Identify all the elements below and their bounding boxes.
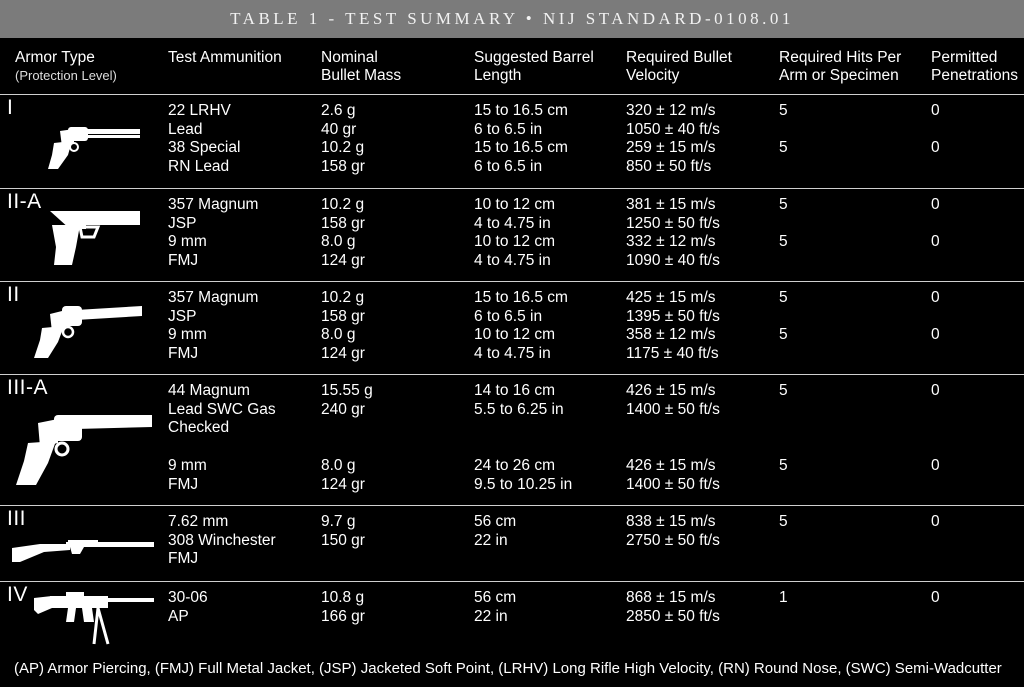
cell-text: 0 (931, 233, 940, 251)
cell-text: 158 gr (321, 214, 365, 232)
cell-text: 358 ± 12 m/s (626, 326, 716, 344)
table-row-level-ii (0, 281, 1024, 374)
protection-level: III-A (7, 376, 49, 399)
cell-text: 4 to 4.75 in (474, 345, 551, 363)
header-pen-line1: Permitted (931, 49, 998, 66)
spacer (321, 419, 373, 456)
velocity-cell (626, 289, 720, 364)
ammo-cell (168, 513, 276, 569)
cell-text: 259 ± 15 m/s (626, 139, 716, 157)
cell-text: 6 to 6.5 in (474, 158, 543, 176)
cell-text: 5 (779, 196, 788, 213)
penetrations-cell (931, 382, 940, 476)
cell-text: 240 gr (321, 400, 365, 418)
barrel-cell (474, 102, 568, 177)
cell-text: 1395 ± 50 ft/s (626, 307, 720, 325)
barrel-cell (474, 289, 568, 364)
header-armor-type (15, 49, 117, 85)
abbreviation-legend: (AP) Armor Piercing, (FMJ) Full Metal Jacket, (JSP) Jacketed Soft Point, (LRHV) Long Rifle High Velocity, (RN) Round Nose, (SWC) Semi-Wadcutter (14, 660, 1002, 677)
cell-text: 5 (779, 456, 788, 474)
cell-text: 10.2 g (321, 196, 365, 213)
cell-text: 6 to 6.5 in (474, 307, 543, 325)
ammo-cell (168, 289, 258, 364)
cell-text: 4 to 4.75 in (474, 214, 551, 232)
cell-text: 0 (931, 456, 940, 474)
header-armor-type-label: Armor Type (15, 49, 95, 66)
header-hits-line1: Required Hits Per (779, 49, 902, 66)
cell-text: FMJ (168, 345, 199, 363)
penetrations-cell (931, 196, 940, 252)
barrel-cell (474, 382, 572, 494)
header-ammo-label: Test Ammunition (168, 49, 282, 66)
cell-text: 308 Winchester (168, 531, 276, 549)
mass-cell (321, 196, 365, 271)
cell-text: 15.55 g (321, 382, 373, 399)
cell-text: 166 gr (321, 607, 365, 625)
cell-text: AP (168, 607, 189, 625)
cell-text: 158 gr (321, 158, 365, 176)
cell-text: 426 ± 15 m/s (626, 456, 716, 474)
cell-text: 5 (779, 139, 788, 157)
cell-text: 0 (931, 196, 940, 213)
cell-text: 0 (931, 102, 940, 119)
cell-text: JSP (168, 307, 197, 325)
mass-cell (321, 382, 373, 494)
ammo-cell (168, 102, 240, 177)
velocity-cell (626, 513, 720, 550)
barrel-cell (474, 589, 516, 626)
rifle-icon (10, 534, 156, 564)
hits-cell (779, 196, 788, 252)
cell-text: 5 (779, 233, 788, 251)
cell-text: 0 (931, 589, 940, 606)
cell-text: 38 Special (168, 139, 241, 157)
cell-text: 9 mm (168, 456, 207, 474)
cell-text: FMJ (168, 550, 199, 568)
hits-cell (779, 289, 788, 345)
cell-text: 150 gr (321, 531, 365, 549)
cell-text: 426 ± 15 m/s (626, 382, 716, 399)
spacer (168, 438, 276, 457)
cell-text: 1090 ± 40 ft/s (626, 252, 720, 270)
cell-text: 1050 ± 40 ft/s (626, 120, 720, 138)
cell-text: 6 to 6.5 in (474, 120, 543, 138)
cell-text: 1250 ± 50 ft/s (626, 214, 720, 232)
protection-level: II (7, 283, 20, 306)
table-row-level-iii (0, 505, 1024, 581)
table-row-level-i (0, 94, 1024, 188)
cell-text: 124 gr (321, 475, 365, 493)
spacer (931, 401, 940, 457)
cell-text: 7.62 mm (168, 513, 229, 530)
cell-text: 9.5 to 10.25 in (474, 475, 573, 493)
table-row-level-iii-a (0, 374, 1024, 505)
mass-cell (321, 289, 365, 364)
table-row-level-iv (0, 581, 1024, 641)
cell-text: JSP (168, 214, 197, 232)
cell-text: 30-06 (168, 589, 208, 606)
spacer (779, 401, 788, 457)
large-revolver-icon (14, 411, 154, 487)
velocity-cell (626, 196, 720, 271)
cell-text: 381 ± 15 m/s (626, 196, 716, 213)
cell-text: Lead SWC Gas (168, 400, 276, 418)
barrel-cell (474, 513, 516, 550)
cell-text: 4 to 4.75 in (474, 252, 551, 270)
cell-text: 0 (931, 513, 940, 530)
cell-text: 15 to 16.5 cm (474, 139, 568, 157)
header-hits-line2: Arm or Specimen (779, 67, 899, 84)
hits-cell (779, 589, 788, 608)
cell-text: 44 Magnum (168, 382, 250, 399)
cell-text: 8.0 g (321, 326, 356, 344)
cell-text: 15 to 16.5 cm (474, 102, 568, 119)
header-penetrations (931, 49, 1018, 85)
barrel-cell (474, 196, 555, 271)
protection-level: I (7, 96, 14, 119)
cell-text: 124 gr (321, 252, 365, 270)
cell-text: 9 mm (168, 326, 207, 344)
spacer (931, 215, 940, 234)
cell-text: 357 Magnum (168, 289, 259, 306)
cell-text: 9.7 g (321, 513, 356, 530)
cell-text: 1 (779, 589, 788, 606)
cell-text: 124 gr (321, 345, 365, 363)
cell-text: 838 ± 15 m/s (626, 513, 716, 530)
cell-text: FMJ (168, 252, 199, 270)
cell-text: 332 ± 12 m/s (626, 233, 716, 251)
cell-text: 22 in (474, 607, 508, 625)
cell-text: 425 ± 15 m/s (626, 289, 716, 306)
cell-text: 5 (779, 102, 788, 119)
cell-text: 10.2 g (321, 139, 365, 157)
velocity-cell (626, 382, 720, 494)
cell-text: 9 mm (168, 233, 207, 251)
table-title: TABLE 1 - TEST SUMMARY • NIJ STANDARD-0108.01 (0, 0, 1024, 38)
header-barrel-line2: Length (474, 67, 522, 84)
cell-text: 5.5 to 6.25 in (474, 400, 564, 418)
header-pen-line2: Penetrations (931, 67, 1019, 84)
penetrations-cell (931, 513, 940, 532)
header-mass-line1: Nominal (321, 49, 378, 66)
spacer (474, 419, 572, 456)
cell-text: 8.0 g (321, 456, 356, 474)
cell-text: 5 (779, 326, 788, 344)
table-header (0, 38, 1024, 94)
protection-level: II-A (7, 190, 42, 213)
header-hits (779, 49, 901, 85)
revolver-icon (44, 123, 142, 173)
spacer (779, 121, 788, 140)
cell-text: 0 (931, 139, 940, 157)
cell-text: 0 (931, 289, 940, 306)
penetrations-cell (931, 289, 940, 345)
header-velocity-line1: Required Bullet (626, 49, 732, 66)
cell-text: 1400 ± 50 ft/s (626, 400, 720, 418)
cell-text: 56 cm (474, 589, 517, 606)
cell-text: 40 gr (321, 120, 357, 138)
cell-text: 10.2 g (321, 289, 365, 306)
spacer (931, 308, 940, 327)
hits-cell (779, 102, 788, 158)
cell-text: 1400 ± 50 ft/s (626, 475, 720, 493)
cell-text: 2750 ± 50 ft/s (626, 531, 720, 549)
pistol-icon (46, 207, 142, 269)
penetrations-cell (931, 589, 940, 608)
header-protection-level: (Protection Level) (15, 68, 117, 83)
cell-text: 2850 ± 50 ft/s (626, 607, 720, 625)
header-ammo (168, 49, 282, 67)
cell-text: 10 to 12 cm (474, 233, 555, 251)
velocity-cell (626, 589, 720, 626)
spacer (626, 419, 720, 456)
mass-cell (321, 102, 365, 177)
cell-text: 24 to 26 cm (474, 456, 555, 474)
cell-text: 0 (931, 382, 940, 399)
cell-text: 1175 ± 40 ft/s (626, 345, 719, 363)
cell-text: 158 gr (321, 307, 365, 325)
mass-cell (321, 513, 365, 550)
header-barrel (474, 49, 594, 85)
cell-text: 10.8 g (321, 589, 365, 606)
cell-text: 56 cm (474, 513, 517, 530)
cell-text: 5 (779, 513, 788, 530)
mass-cell (321, 589, 365, 626)
header-velocity-line2: Velocity (626, 67, 680, 84)
cell-text: 5 (779, 289, 788, 306)
assault-rifle-icon (32, 588, 156, 646)
cell-text: Checked (168, 419, 230, 437)
cell-text: 850 ± 50 ft/s (626, 158, 712, 176)
cell-text: 868 ± 15 m/s (626, 589, 716, 606)
cell-text: Lead (168, 120, 203, 138)
cell-text: 8.0 g (321, 233, 356, 251)
cell-text: 10 to 12 cm (474, 196, 555, 213)
cell-text: 357 Magnum (168, 196, 259, 213)
cell-text: 15 to 16.5 cm (474, 289, 568, 306)
cell-text: 2.6 g (321, 102, 356, 119)
penetrations-cell (931, 102, 940, 158)
cell-text: 320 ± 12 m/s (626, 102, 716, 119)
cell-text: FMJ (168, 475, 199, 493)
ammo-cell (168, 196, 258, 271)
header-mass-line2: Bullet Mass (321, 67, 402, 84)
revolver-icon (32, 298, 144, 360)
header-velocity (626, 49, 732, 85)
table-row-level-ii-a (0, 188, 1024, 281)
cell-text: 10 to 12 cm (474, 326, 555, 344)
cell-text: 5 (779, 382, 788, 399)
cell-text: 22 LRHV (168, 102, 231, 119)
spacer (779, 308, 788, 327)
cell-text: 22 in (474, 531, 508, 549)
velocity-cell (626, 102, 720, 177)
spacer (931, 121, 940, 140)
cell-text: RN Lead (168, 158, 230, 176)
hits-cell (779, 382, 788, 476)
protection-level: IV (7, 583, 28, 606)
spacer (779, 215, 788, 234)
cell-text: 14 to 16 cm (474, 382, 555, 399)
ammo-cell (168, 382, 276, 494)
protection-level: III (7, 507, 27, 530)
hits-cell (779, 513, 788, 532)
cell-text: 0 (931, 326, 940, 344)
header-mass (321, 49, 401, 85)
ammo-cell (168, 589, 208, 626)
header-barrel-line1: Suggested Barrel (474, 49, 594, 66)
